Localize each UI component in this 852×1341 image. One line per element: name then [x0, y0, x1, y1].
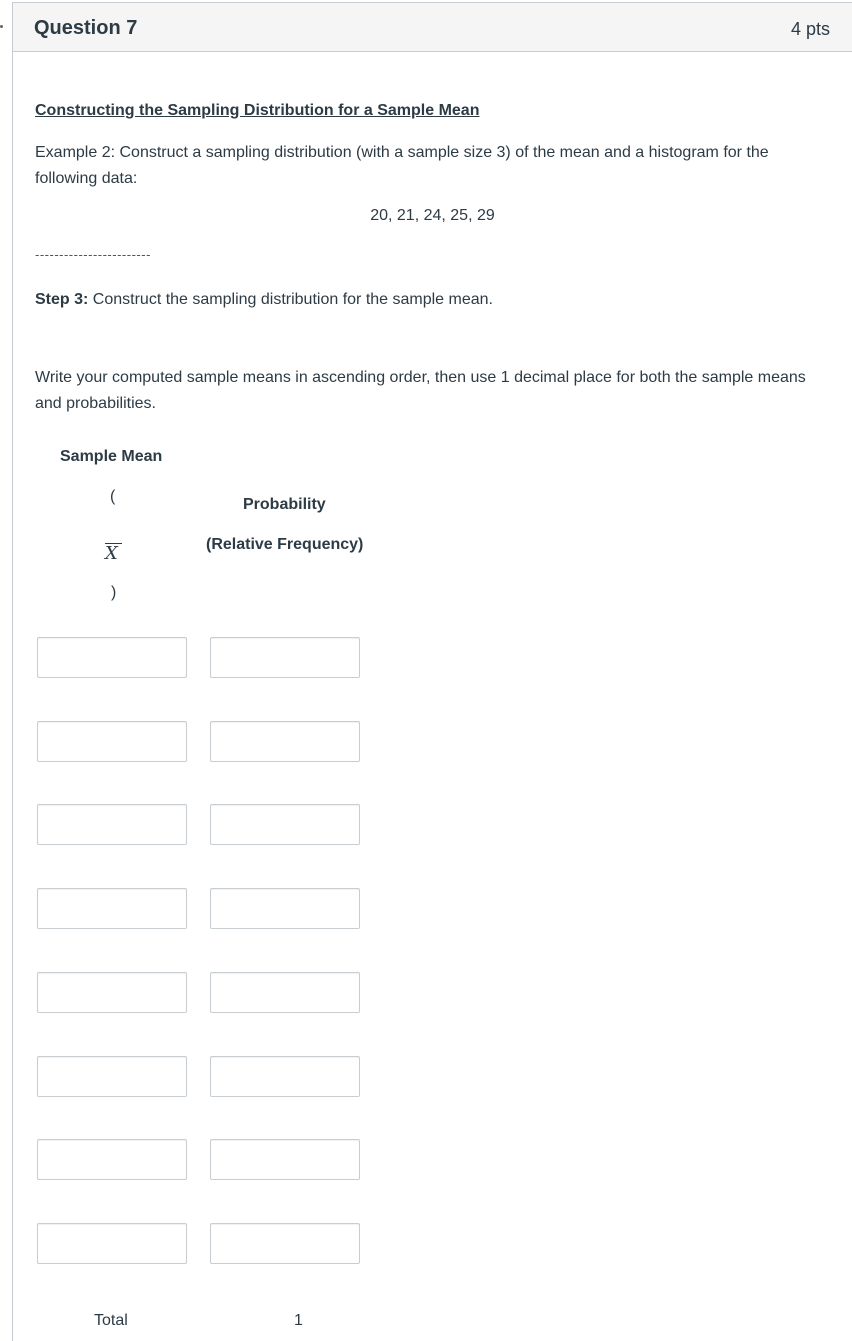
- relative-frequency-header: (Relative Frequency): [206, 536, 364, 553]
- sample-mean-header: Sample Mean: [60, 448, 163, 465]
- probability-header: Probability: [243, 496, 326, 513]
- probability-input[interactable]: [210, 888, 360, 929]
- probability-input[interactable]: [210, 1056, 360, 1097]
- probability-input[interactable]: [210, 721, 360, 762]
- section-title: Constructing the Sampling Distribution for a Sample Mean: [35, 102, 480, 119]
- probability-input[interactable]: [210, 804, 360, 845]
- probability-input[interactable]: [210, 1139, 360, 1180]
- data-values: 20, 21, 24, 25, 29: [370, 207, 495, 224]
- step-label: Step 3:: [35, 291, 89, 308]
- probability-input[interactable]: [210, 972, 360, 1013]
- question-title: Question 7: [34, 17, 138, 39]
- sample-mean-input[interactable]: [37, 1139, 187, 1180]
- total-value: 1: [294, 1312, 303, 1329]
- probability-input[interactable]: [210, 637, 360, 678]
- sample-mean-input[interactable]: [37, 804, 187, 845]
- question-header: [13, 3, 852, 52]
- step-description: Construct the sampling distribution for the sample mean.: [92, 291, 493, 308]
- step-text: [35, 287, 493, 313]
- sample-mean-input[interactable]: [37, 1223, 187, 1264]
- question-card: [12, 2, 852, 1341]
- total-label: Total: [94, 1312, 128, 1329]
- edge-marker: [0, 25, 3, 28]
- xbar-symbol: X: [105, 543, 118, 564]
- sample-mean-input[interactable]: [37, 637, 187, 678]
- paren-close: ): [111, 584, 117, 601]
- sample-mean-input[interactable]: [37, 1056, 187, 1097]
- instructions-text: Write your computed sample means in ascending order, then use 1 decimal place for both the sample means and probabilities.: [35, 369, 806, 412]
- probability-input[interactable]: [210, 1223, 360, 1264]
- sample-mean-input[interactable]: [37, 721, 187, 762]
- separator-line: ------------------------: [35, 247, 151, 262]
- paren-open: (: [110, 488, 116, 505]
- question-points: 4 pts: [790, 19, 830, 39]
- sample-mean-input[interactable]: [37, 888, 187, 929]
- sample-mean-input[interactable]: [37, 972, 187, 1013]
- example-text: Example 2: Construct a sampling distribution (with a sample size 3) of the mean and a histogram for the following data:: [35, 144, 769, 187]
